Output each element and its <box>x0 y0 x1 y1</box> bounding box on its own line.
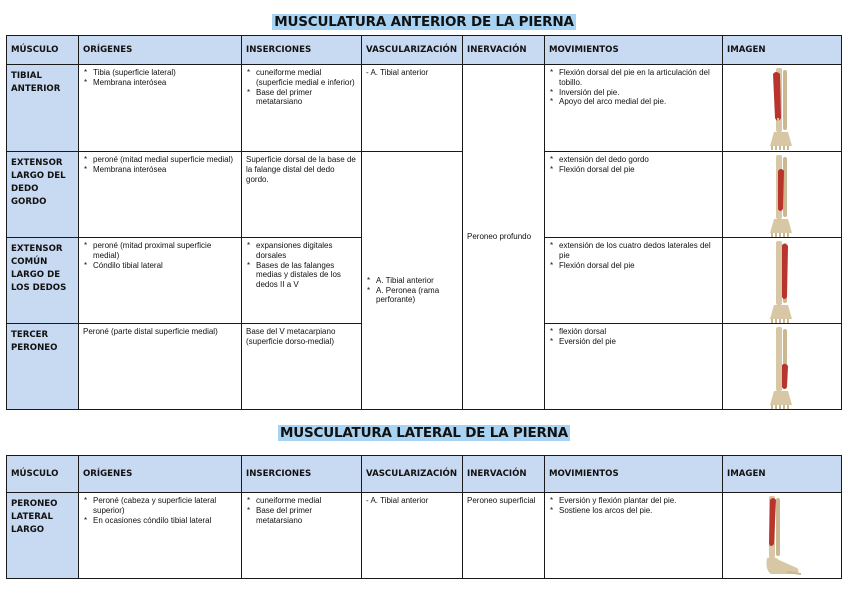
list-item: * Flexión dorsal del pie en la articulación del tobillo. <box>559 68 718 88</box>
origins-cell <box>79 65 242 152</box>
muscle-name: EXTENSOR COMÚN LARGO DE LOS DEDOS <box>7 238 79 324</box>
header-vascularizacion: VASCULARIZACIÓN <box>362 36 463 65</box>
muscle-name: TIBIAL ANTERIOR <box>7 65 79 152</box>
list-item: * Cóndilo tibial lateral <box>93 261 237 271</box>
list-item: * peroné (mitad proximal superficie medial) <box>93 241 237 261</box>
extensor-digitorum-anatomy-image <box>723 238 842 324</box>
list-item: * extensión de los cuatro dedos laterales del pie <box>559 241 718 261</box>
origins-cell <box>79 152 242 238</box>
movements-cell <box>545 152 723 238</box>
list-item: * Peroné (cabeza y superficie lateral superior) <box>93 496 237 516</box>
origins-cell <box>79 493 242 579</box>
header-movimientos: MOVIMIENTOS <box>545 456 723 493</box>
insertions-cell <box>242 238 362 324</box>
tibialis-anterior-anatomy-image <box>723 65 842 152</box>
insertions-cell <box>242 65 362 152</box>
list-item: * peroné (mitad medial superficie medial) <box>93 155 237 165</box>
list-item: * A. Peronea (rama perforante) <box>376 286 458 306</box>
list-item: * Membrana interósea <box>93 165 237 175</box>
vascularization-cell <box>362 152 463 410</box>
list-item: * Flexión dorsal del pie <box>559 165 718 175</box>
anterior-title: MUSCULATURA ANTERIOR DE LA PIERNA <box>274 14 574 30</box>
list-item: * Base del primer metatarsiano <box>256 88 357 108</box>
header-vascularizacion: VASCULARIZACIÓN <box>362 456 463 493</box>
list-item: * Inversión del pie. <box>559 88 718 98</box>
list-item: * Base del primer metatarsiano <box>256 506 357 526</box>
list-item: * extensión del dedo gordo <box>559 155 718 165</box>
muscle-name: EXTENSOR LARGO DEL DEDO GORDO <box>7 152 79 238</box>
list-item: * Sostiene los arcos del pie. <box>559 506 718 516</box>
header-origenes: ORÍGENES <box>79 456 242 493</box>
movements-cell <box>545 324 723 410</box>
innervation-cell: Peroneo superficial <box>463 493 545 579</box>
header-inserciones: INSERCIONES <box>242 456 362 493</box>
list-item: * flexión dorsal <box>559 327 718 337</box>
table-header-row <box>7 36 842 65</box>
fibularis-tertius-anatomy-image <box>723 324 842 410</box>
list-item: * Bases de las falanges medias y distales de los dedos II a V <box>256 261 357 290</box>
vascularization-cell: - A. Tibial anterior <box>362 493 463 579</box>
list-item: * Apoyo del arco medial del pie. <box>559 97 718 107</box>
lateral-muscles-table <box>6 455 842 579</box>
header-inervacion: INERVACIÓN <box>463 456 545 493</box>
movements-cell <box>545 493 723 579</box>
insertions-cell <box>242 493 362 579</box>
header-inervacion: INERVACIÓN <box>463 36 545 65</box>
header-imagen: IMAGEN <box>723 456 842 493</box>
origins-cell: Peroné (parte distal superficie medial) <box>79 324 242 410</box>
list-item: * cuneiforme medial <box>256 496 357 506</box>
list-item: * Tibia (superficie lateral) <box>93 68 237 78</box>
list-item: * Flexión dorsal del pie <box>559 261 718 271</box>
table-row <box>7 152 842 238</box>
list-item: * Eversión del pie <box>559 337 718 347</box>
table-header-row <box>7 456 842 493</box>
lateral-title: MUSCULATURA LATERAL DE LA PIERNA <box>279 425 569 441</box>
muscle-name: TERCER PERONEO <box>7 324 79 410</box>
vascularization-cell: - A. Tibial anterior <box>362 65 463 152</box>
table-row <box>7 493 842 579</box>
table-row <box>7 65 842 152</box>
list-item: * Eversión y flexión plantar del pie. <box>559 496 718 506</box>
header-musculo: MÚSCULO <box>7 456 79 493</box>
header-musculo: MÚSCULO <box>7 36 79 65</box>
insertions-cell: Base del V metacarpiano (superficie dorso-medial) <box>242 324 362 410</box>
innervation-cell: Peroneo profundo <box>463 65 545 410</box>
header-imagen: IMAGEN <box>723 36 842 65</box>
insertions-cell: Superficie dorsal de la base de la falange distal del dedo gordo. <box>242 152 362 238</box>
list-item: * En ocasiones cóndilo tibial lateral <box>93 516 237 526</box>
header-origenes: ORÍGENES <box>79 36 242 65</box>
origins-cell <box>79 238 242 324</box>
muscle-name: PERONEO LATERAL LARGO <box>7 493 79 579</box>
list-item: * expansiones digitales dorsales <box>256 241 357 261</box>
extensor-hallucis-anatomy-image <box>723 152 842 238</box>
list-item: * cuneiforme medial (superficie medial e inferior) <box>256 68 357 88</box>
fibularis-longus-anatomy-image <box>723 493 842 579</box>
list-item: * Membrana interósea <box>93 78 237 88</box>
movements-cell <box>545 65 723 152</box>
header-movimientos: MOVIMIENTOS <box>545 36 723 65</box>
movements-cell <box>545 238 723 324</box>
list-item: * A. Tibial anterior <box>376 276 458 286</box>
header-inserciones: INSERCIONES <box>242 36 362 65</box>
anterior-muscles-table <box>6 35 842 410</box>
